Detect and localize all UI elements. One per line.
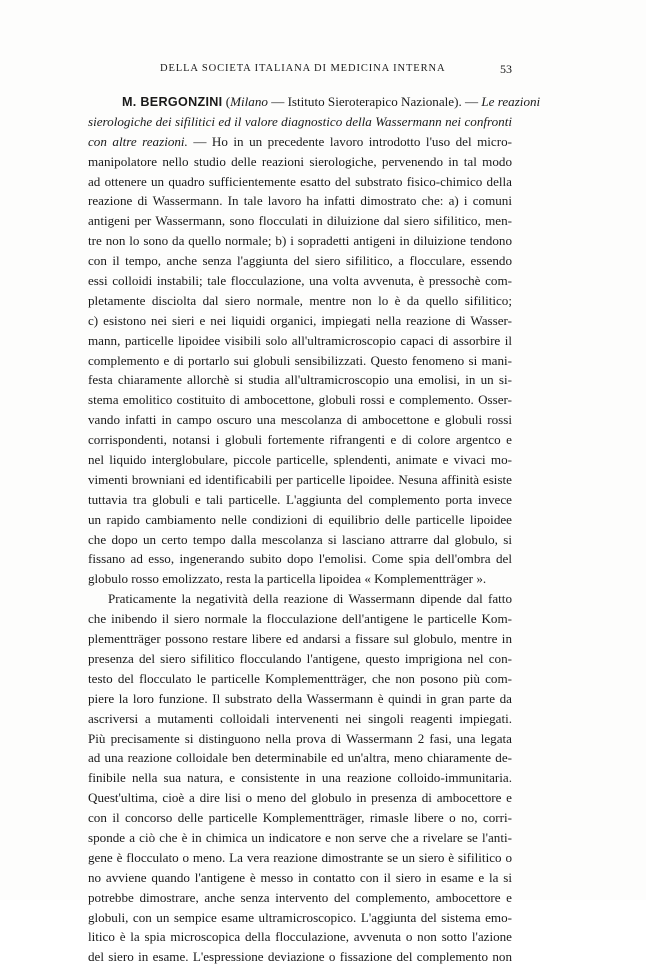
text-line: corrispondenti, notansi i globuli fortemente rifrangenti e di colore argentco e <box>88 432 512 448</box>
article-title-start: Le reazioni <box>481 94 541 109</box>
affiliation-city: Milano <box>230 94 268 109</box>
text-line: plementträger possono restare libere ed andarsi a fissare sul globulo, mentre in <box>88 631 512 647</box>
text-line: nel liquido interglobulare, piccole particelle, splendenti, animate e vivaci mo- <box>88 452 512 468</box>
text-line: con il concorso delle particelle Komplementträger, rimasle libere o no, corri- <box>88 810 512 826</box>
text-line: gene è flocculato o meno. La vera reazione dimostrante se un siero è sifilitico o <box>88 849 512 865</box>
text-line: tuttavia tra globuli e tali particelle. L'aggiunta del complemento porta invece <box>88 491 512 507</box>
article-heading-line <box>88 92 541 112</box>
text-line: reazione di Wassermann. In tale lavoro ha infatti dimostrato che: a) i comuni <box>88 193 512 209</box>
text-line: piere la loro funzione. Il substrato della Wassermann è quindi in gran parte da <box>88 690 512 706</box>
text-line: litico è la spia microscopica della flocculazione, avvenuta o non sotto l'azione <box>88 929 512 945</box>
paragraph-1 <box>88 152 512 590</box>
text-line: no avviene quando l'antigene è messo in contatto con il siero in esame e la si <box>88 869 512 885</box>
text-line: testo del flocculato le particelle Komplementträger, che non posono più com- <box>88 670 512 686</box>
text-line: ad ottenere un quadro sufficientemente esatto del substrato fisico-chimico della <box>88 173 512 189</box>
text-line: del siero in esame. L'espressione deviazione o fissazione del complemento non <box>88 949 512 965</box>
text-line: complemento e di portarlo sui globuli sensibilizzati. Questo fenomeno si mani- <box>88 352 512 368</box>
text-line: che dopo un certo tempo dalla mescolanza si lasciano attrarre dal globulo, si <box>88 531 512 547</box>
text-line: presenza del siero sifilitico flocculando l'antigene, questo imprigiona nel con- <box>88 650 512 666</box>
text-line: Quest'ultima, cioè a dire lisi o meno del globulo in presenza di ambocettore e <box>88 790 512 806</box>
paragraph-2 <box>88 589 512 967</box>
text-line: globuli, con un sempice esame ultramicroscopico. L'aggiunta del sistema emo- <box>88 909 512 925</box>
text-line: globulo rosso emolizzato, resta la particella lipoidea « Komplementträger ». <box>88 571 487 587</box>
running-title: DELLA SOCIETA ITALIANA DI MEDICINA INTERNA <box>160 63 446 74</box>
text-line: stema emolitico costituito di ambocettone, globuli rossi e complemento. Osser- <box>88 392 512 408</box>
article-title-end: con altre reazioni. <box>88 133 188 149</box>
text-line: vimenti browniani ed identificabili per particelle lipoidee. Nesuna affinità esiste <box>88 471 512 487</box>
text-line: fissano ad esso, ingenerando subito dopo l'emolisi. Come spia dell'ombra del <box>88 551 512 567</box>
text-line: c) esistono nei sieri e nei liquidi organici, impiegati nella reazione di Wasser- <box>88 312 512 328</box>
text-line: vando infatti in campo oscuro una mescolanza di ambocettone e globuli rossi <box>88 412 512 428</box>
article-title-end-line <box>88 132 512 152</box>
text-line: Più precisamente si distinguono nella prova di Wassermann 2 fasi, una legata <box>88 730 512 746</box>
text-line: pletamente disciolta dal siero normale, mentre non lo è da quello sifilitico; <box>88 292 512 308</box>
text-line: sponde a ciò che è in chimica un indicatore e non serve che a rivelare se l'anti- <box>88 829 512 845</box>
text-line: ascriversi a mutamenti colloidali intervenenti nei singoli reagenti impiegati. <box>88 710 512 726</box>
article-title-line: sierologiche dei sifilitici ed il valore diagnostico della Wassermann nei confronti <box>88 113 512 129</box>
text-line: — Ho in un precedente lavoro introdotto l'uso del micro- <box>187 133 512 149</box>
text-line: tre non lo sono da quello normale; b) i sopradetti antigeni in diluizione tendono <box>88 233 512 249</box>
author-name: M. BERGONZINI <box>122 95 223 109</box>
text-line: potrebbe dimostrare, anche senza intervento del complemento, ambocettore e <box>88 889 512 905</box>
text-line: antigeni per Wassermann, sono flocculati in diluizione dal siero sifilitico, men- <box>88 213 512 229</box>
text-line: manipolatore nello studio delle reazioni sierologiche, pervenendo in tal modo <box>88 153 512 169</box>
text-line: con il tempo, anche senza l'aggiunta del siero sifilitico, a flocculare, essendo <box>88 253 512 269</box>
text-line: che inibendo il siero normale la flocculazione dell'antigene le particelle Kom- <box>88 611 512 627</box>
text-line: un rapido cambiamento nelle condizioni di equilibrio delle particelle lipoidee <box>88 511 512 527</box>
affiliation-open: ( <box>222 94 231 109</box>
running-header <box>88 62 512 80</box>
text-line: mann, particelle lipoidee visibili solo all'ultramicroscopio capaci di assorbire il <box>88 332 512 348</box>
article-body <box>88 92 541 967</box>
text-line: Praticamente la negatività della reazione di Wassermann dipende dal fatto <box>108 591 512 607</box>
affiliation-text: — Istituto Sieroterapico Nazionale). — <box>267 94 482 109</box>
text-line: festa chiaramente allorchè si studia all'ultramicroscopio una emolisi, in un si- <box>88 372 512 388</box>
page-number: 53 <box>500 62 512 76</box>
text-line: ad una reazione colloidale ben determinabile ed un'altra, meno chiaramente de- <box>88 750 512 766</box>
text-line: finibile nella sua natura, e consistente in una reazione colloido-immunitaria. <box>88 770 512 786</box>
text-line: essi colloidi instabili; tale flocculazione, una volta avvenuta, è pressochè com- <box>88 273 512 289</box>
